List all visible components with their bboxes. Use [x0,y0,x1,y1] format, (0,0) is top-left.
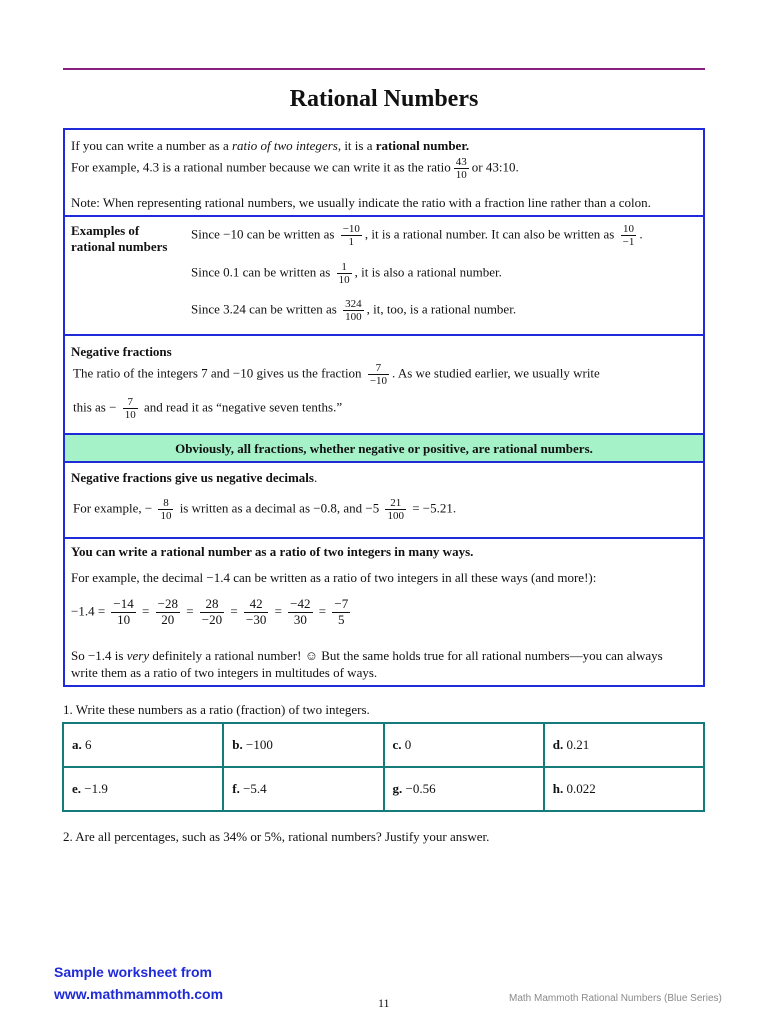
cell-label: d. [552,736,564,752]
body-text: is written as a decimal as −0.8, and −5 [179,500,380,516]
numerator: −14 [113,596,134,611]
equals-sign: = [230,603,238,619]
cell-value: −1.9 [84,780,108,796]
denominator: 5 [338,611,345,627]
numerator: 8 [158,497,173,510]
question-2: 2. Are all percentages, such as 34% or 5%, rational numbers? Justify your answer. [63,829,490,844]
many-ways-section [65,539,703,685]
body-text: So −1.4 is [71,648,127,663]
example-text: . [639,226,643,242]
denominator: 1 [348,236,355,249]
many-ways-line-3 [71,648,663,664]
example-row-1 [191,223,643,248]
body-text: this as − [73,399,117,415]
intro-line-3: Note: When representing rational numbers, we usually indicate the ratio with a fraction line rather than a colon. [71,195,651,210]
numerator: 21 [385,497,406,510]
cell-label: e. [72,780,82,796]
negative-fractions-line-1 [73,362,600,387]
body-text: For example, − [73,500,153,516]
negative-fractions-heading: Negative fractions [71,344,172,359]
body-text: The ratio of the integers 7 and −10 gives us the fraction [73,365,362,381]
numerator: −42 [290,596,311,611]
cell-label: f. [232,780,240,796]
fraction [621,223,637,248]
table-row [63,723,704,767]
denominator: 30 [293,611,307,627]
examples-label-line: Examples of [71,223,140,238]
fraction [288,597,312,628]
numerator: −7 [334,596,349,611]
exercise-cell[interactable] [223,767,383,811]
cell-label: b. [232,736,243,752]
denominator: 10 [124,409,136,422]
examples-section [65,217,703,336]
footer-url-link[interactable]: www.mathmammoth.com [54,986,224,1003]
intro-text: For example, 4.3 is a rational number because we can write it as the ratio [71,159,451,175]
numerator: 28 [200,597,224,613]
negative-decimals-heading [71,470,317,486]
negative-fractions-line-2 [73,396,342,421]
numerator: 324 [345,298,362,310]
body-text: . As we studied earlier, we usually write [392,365,600,381]
denominator: 100 [387,510,404,523]
equals-sign: = [186,603,194,619]
example-row-3 [191,298,516,323]
exercise-cell[interactable] [63,767,223,811]
cell-label: g. [392,780,403,796]
denominator: 100 [345,311,362,324]
cell-label: h. [552,780,564,796]
cell-value: 0 [404,736,412,752]
fraction [337,261,352,286]
footer-series: Math Mammoth Rational Numbers (Blue Series) [509,993,722,1004]
equation-start: −1.4 = [71,603,106,619]
example-row-2 [191,261,502,286]
intro-italic: ratio of two integers [232,138,338,153]
highlight-banner [65,435,703,463]
exercise-cell[interactable] [544,723,704,767]
negative-fractions-section [65,336,703,435]
numerator: 1 [337,261,352,274]
numerator: −10 [342,223,360,235]
page-title: Rational Numbers [289,86,479,112]
examples-label [71,223,167,254]
denominator: −10 [369,375,388,388]
many-ways-line-1: For example, the decimal −1.4 can be written as a ratio of two integers in all these ways (and more!): [71,570,597,585]
fraction [385,497,406,522]
top-rule [63,68,705,70]
question-1: 1. Write these numbers as a ratio (fraction) of two integers. [63,702,370,717]
fraction [332,597,350,628]
exercise-cell[interactable] [544,767,704,811]
body-italic: very [126,648,150,663]
cell-value: −5.4 [243,780,267,796]
footer-sample-text: Sample worksheet from [54,964,212,980]
example-text: Since 0.1 can be written as [191,264,331,280]
cell-value: 0.21 [566,736,590,752]
intro-line-2 [71,156,519,181]
page-number: 11 [378,996,390,1010]
exercise-cell[interactable] [63,723,223,767]
examples-label-line: rational numbers [71,238,168,254]
fraction [244,597,268,628]
fraction [200,597,224,628]
footer-sample [54,961,223,1006]
cell-value: 6 [85,736,92,752]
cell-value: 0.022 [566,780,596,796]
cell-label: a. [72,736,82,752]
example-text: , it, too, is a rational number. [366,301,517,317]
ratio-equation [71,597,353,628]
numerator: 42 [244,597,268,613]
intro-bold: rational number. [375,138,470,153]
example-text: Since −10 can be written as [191,226,335,242]
body-text: = −5.21. [412,500,457,516]
fraction [158,497,173,522]
exercise-grid [62,722,705,812]
equals-sign: = [142,603,150,619]
heading-end: . [313,470,318,485]
cell-label: c. [392,736,402,752]
heading-bold: Negative fractions give us negative decimals [71,470,314,485]
exercise-cell[interactable] [223,723,383,767]
fraction [156,597,180,628]
denominator: −20 [201,611,223,627]
numerator: −28 [157,596,178,611]
numerator: 10 [621,223,637,236]
exercise-cell[interactable] [384,723,544,767]
fraction [123,396,138,421]
table-row [63,767,704,811]
fraction [111,597,135,628]
intro-text: , it is a [337,138,376,153]
intro-section [65,130,703,217]
cell-value: −0.56 [405,780,436,796]
lesson-box [63,128,705,687]
numerator: 7 [123,396,138,409]
denominator: 10 [160,510,172,523]
negative-decimals-section [65,463,703,539]
equals-sign: = [318,603,327,619]
highlight-text: Obviously, all fractions, whether negative or positive, are rational numbers. [175,441,593,456]
many-ways-line-4: write them as a ratio of two integers in multitudes of ways. [71,665,378,680]
negative-decimals-line [73,497,456,522]
many-ways-heading: You can write a rational number as a ratio of two integers in many ways. [71,544,474,559]
body-text: and read it as “negative seven tenths.” [143,399,343,415]
denominator: 10 [455,169,467,182]
denominator: −1 [622,236,635,249]
numerator: 7 [368,362,389,375]
intro-text: or 43:10. [471,159,519,175]
fraction [343,298,364,323]
fraction [368,362,389,387]
denominator: 20 [161,611,175,627]
denominator: −30 [245,611,267,627]
cell-value: −100 [245,736,273,752]
numerator: 43 [455,156,467,168]
intro-text: If you can write a number as a [71,138,232,153]
example-text: Since 3.24 can be written as [191,301,337,317]
intro-line-1 [71,138,469,154]
denominator: 10 [117,611,131,627]
example-text: , it is also a rational number. [354,264,502,280]
denominator: 10 [338,274,350,287]
equals-sign: = [274,603,282,619]
body-text: definitely a rational number! ☺ But the same holds true for all rational numbers—you can always [149,648,663,663]
fraction [454,156,469,181]
exercise-cell[interactable] [384,767,544,811]
example-text: , it is a rational number. It can also be written as [364,226,615,242]
fraction [341,223,362,248]
